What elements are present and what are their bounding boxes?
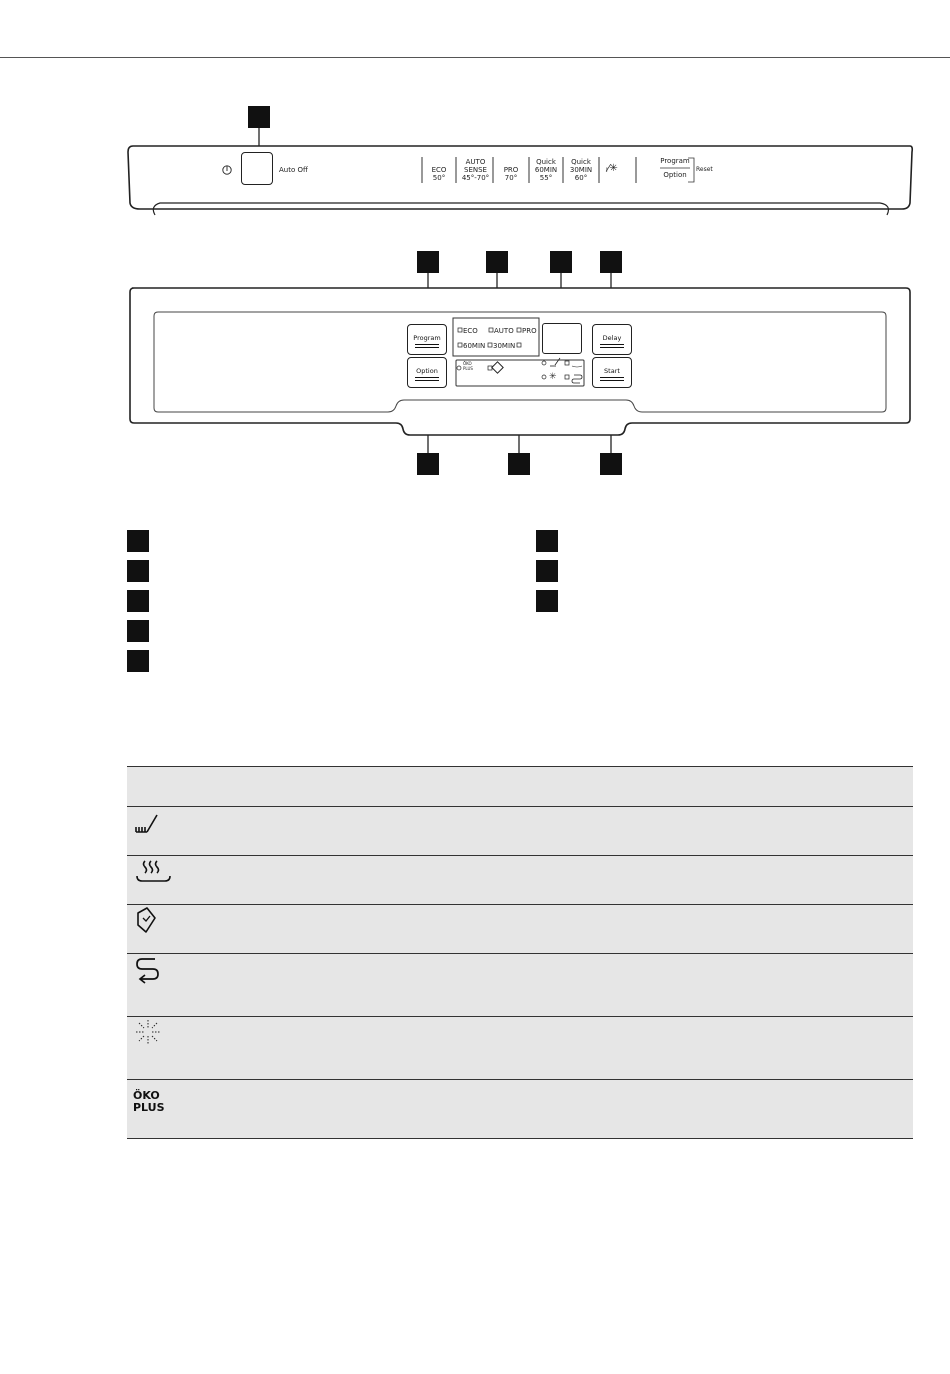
program-eco-label: ECO 50° xyxy=(431,166,447,182)
indicator-table xyxy=(127,766,913,1139)
callout-badge-8 xyxy=(600,453,622,475)
time-display xyxy=(542,323,582,354)
reset-label: Reset xyxy=(696,166,713,173)
legend-marker-2 xyxy=(127,560,149,582)
table-row xyxy=(127,1017,913,1080)
table-row xyxy=(127,954,913,1017)
callout-badge-5 xyxy=(600,251,622,273)
legend-marker-4 xyxy=(127,620,149,642)
legend-marker-8 xyxy=(536,590,558,612)
program-quick-60-label: Quick 60MIN 55° xyxy=(534,158,558,182)
program-label: Program xyxy=(660,157,690,165)
option-button-label: Option xyxy=(416,367,438,375)
oko-plus-line1: ÖKO xyxy=(133,1089,160,1102)
display-30min: 30MIN xyxy=(493,342,516,350)
start-button-label: Start xyxy=(604,367,620,375)
start-button[interactable] xyxy=(592,357,632,388)
callout-badge-7 xyxy=(508,453,530,475)
cleaning-icon xyxy=(133,1017,163,1047)
oko-plus-line2: PLUS xyxy=(133,1101,165,1114)
oko-plus-icon xyxy=(133,1090,913,1114)
callout-badge-3 xyxy=(486,251,508,273)
auto-open-icon xyxy=(133,954,163,988)
display-pro: PRO xyxy=(522,327,537,335)
display-eco: ECO xyxy=(463,327,478,335)
callout-badge-6 xyxy=(417,453,439,475)
callout-badge-4 xyxy=(550,251,572,273)
delay-button-label: Delay xyxy=(602,334,622,342)
legend-marker-6 xyxy=(536,530,558,552)
top-control-panel-figure xyxy=(0,0,950,230)
top-panel-outline xyxy=(0,0,950,230)
legend-marker-5 xyxy=(127,650,149,672)
delay-button[interactable] xyxy=(592,324,632,355)
program-button-label: Program xyxy=(413,334,441,342)
bottom-panel-outline xyxy=(0,240,950,490)
option-button[interactable] xyxy=(407,357,447,388)
on-off-button[interactable] xyxy=(241,152,273,185)
program-pro-label: PRO 70° xyxy=(503,166,519,182)
legend-marker-3 xyxy=(127,590,149,612)
auto-off-label: Auto Off xyxy=(279,166,308,174)
table-row xyxy=(127,807,913,856)
program-quick-30-label: Quick 30MIN 60° xyxy=(569,158,593,182)
table-row xyxy=(127,856,913,905)
table-row xyxy=(127,905,913,954)
display-auto: AUTO xyxy=(494,327,514,335)
display-60min: 60MIN xyxy=(463,342,486,350)
salt-icon xyxy=(133,905,163,935)
program-button[interactable] xyxy=(407,324,447,355)
rinse-aid-icon xyxy=(133,807,163,837)
display-plus: PLUS xyxy=(463,366,473,371)
legend-marker-1 xyxy=(127,530,149,552)
table-header-row xyxy=(127,767,913,807)
legend-marker-7 xyxy=(536,560,558,582)
prewash-sparkle-icon: ⱼ⁄✳ xyxy=(606,163,618,174)
drying-icon xyxy=(133,856,173,888)
callout-badge-2 xyxy=(417,251,439,273)
program-auto-sense-label: AUTO SENSE 45°-70° xyxy=(461,158,490,182)
option-label: Option xyxy=(663,171,687,179)
callout-badge-1 xyxy=(248,106,270,128)
display-oko: ÖKO xyxy=(463,361,472,366)
display-sparkle-icon: ✳ xyxy=(549,371,557,381)
table-row xyxy=(127,1080,913,1139)
bottom-control-panel-figure xyxy=(0,240,950,490)
